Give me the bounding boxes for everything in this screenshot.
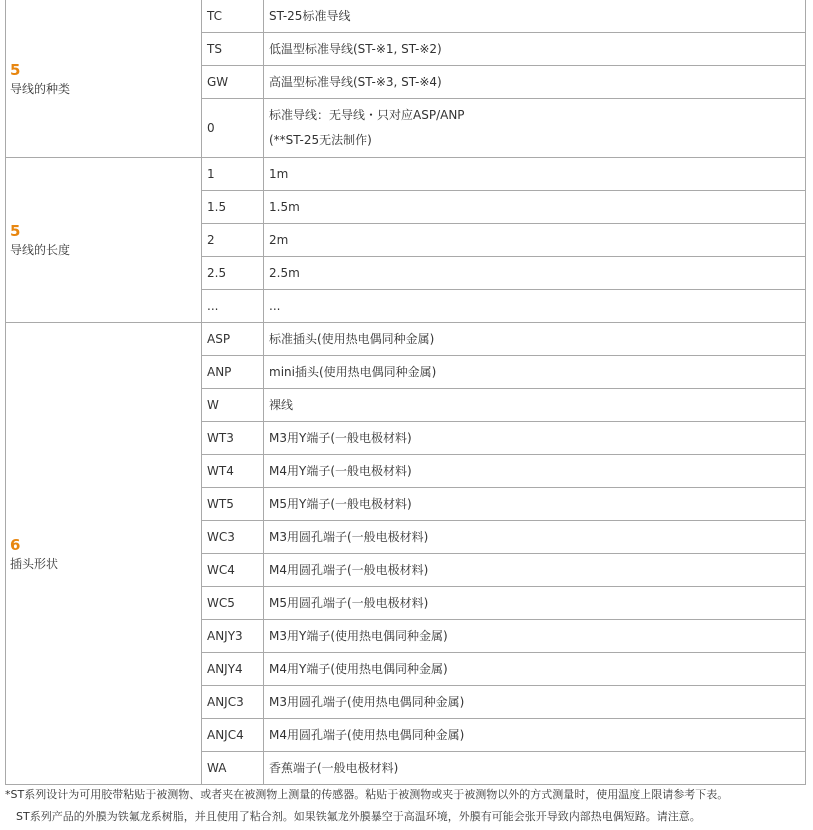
option-code: 1.5 [202,191,264,224]
option-desc: M4用Y端子(使用热电偶同种金属) [264,653,806,686]
option-code: WT4 [202,455,264,488]
option-code: WC3 [202,521,264,554]
option-desc: 2m [264,224,806,257]
group-cell-plug-shape [6,323,202,785]
option-code: WC4 [202,554,264,587]
option-desc: M4用圆孔端子(使用热电偶同种金属) [264,719,806,752]
option-code: ANP [202,356,264,389]
option-code: ANJC3 [202,686,264,719]
option-code: ANJY3 [202,620,264,653]
option-code: ... [202,290,264,323]
option-code: TC [202,0,264,33]
option-desc: M3用Y端子(一般电极材料) [264,422,806,455]
option-desc: 高温型标准导线(ST-※3, ST-※4) [264,66,806,99]
option-desc-multiline [264,99,806,158]
option-code: ASP [202,323,264,356]
option-code: W [202,389,264,422]
option-desc: M4用Y端子(一般电极材料) [264,455,806,488]
option-desc: 1.5m [264,191,806,224]
option-desc: 裸线 [264,389,806,422]
group-number: 6 [10,535,21,554]
group-cell-wire-length [6,158,202,323]
footnote-usage: *ST系列设计为可用胶带粘贴于被测物、或者夹在被测物上测量的传感器。粘贴于被测物或夹于被测物以外的方式测量时，使用温度上限请参考下表。 [5,788,729,801]
table-row [6,0,806,33]
option-desc: M3用Y端子(使用热电偶同种金属) [264,620,806,653]
spec-table [5,0,806,785]
option-code: TS [202,33,264,66]
option-code: WT5 [202,488,264,521]
group-name: 插头形状 [10,556,59,571]
option-code: ANJC4 [202,719,264,752]
option-desc: M5用圆孔端子(一般电极材料) [264,587,806,620]
group-name: 导线的长度 [10,243,71,257]
footnote-caution: ST系列产品的外膜为铁氟龙系树脂，并且使用了粘合剂。如果铁氟龙外膜暴空于高温环境，外膜有可能会张开导致内部热电偶短路。请注意。 [16,810,701,823]
table-row [6,158,806,191]
option-code: 2 [202,224,264,257]
option-code: 2.5 [202,257,264,290]
option-code: GW [202,66,264,99]
table-row [6,323,806,356]
option-desc: 低温型标准导线(ST-※1, ST-※2) [264,33,806,66]
option-desc: M4用圆孔端子(一般电极材料) [264,554,806,587]
option-code: 0 [202,99,264,158]
option-desc: 标准导线：无导线・只对应ASP/ANP [269,108,465,122]
option-desc: 1m [264,158,806,191]
option-code: WA [202,752,264,785]
option-desc-note: (**ST-25无法制作) [269,133,372,147]
group-number: 5 [10,222,21,240]
option-code: 1 [202,158,264,191]
option-desc: ST-25标准导线 [264,0,806,33]
group-number: 5 [10,60,21,79]
option-desc: M3用圆孔端子(使用热电偶同种金属) [264,686,806,719]
option-desc: mini插头(使用热电偶同种金属) [264,356,806,389]
option-desc: 标准插头(使用热电偶同种金属) [264,323,806,356]
option-code: WC5 [202,587,264,620]
option-desc: 2.5m [264,257,806,290]
option-desc: 香蕉端子(一般电极材料) [264,752,806,785]
option-code: ANJY4 [202,653,264,686]
option-code: WT3 [202,422,264,455]
group-name: 导线的种类 [10,81,71,96]
option-desc: M3用圆孔端子(一般电极材料) [264,521,806,554]
option-desc: M5用Y端子(一般电极材料) [264,488,806,521]
group-cell-wire-type [6,0,202,158]
option-desc: ... [264,290,806,323]
